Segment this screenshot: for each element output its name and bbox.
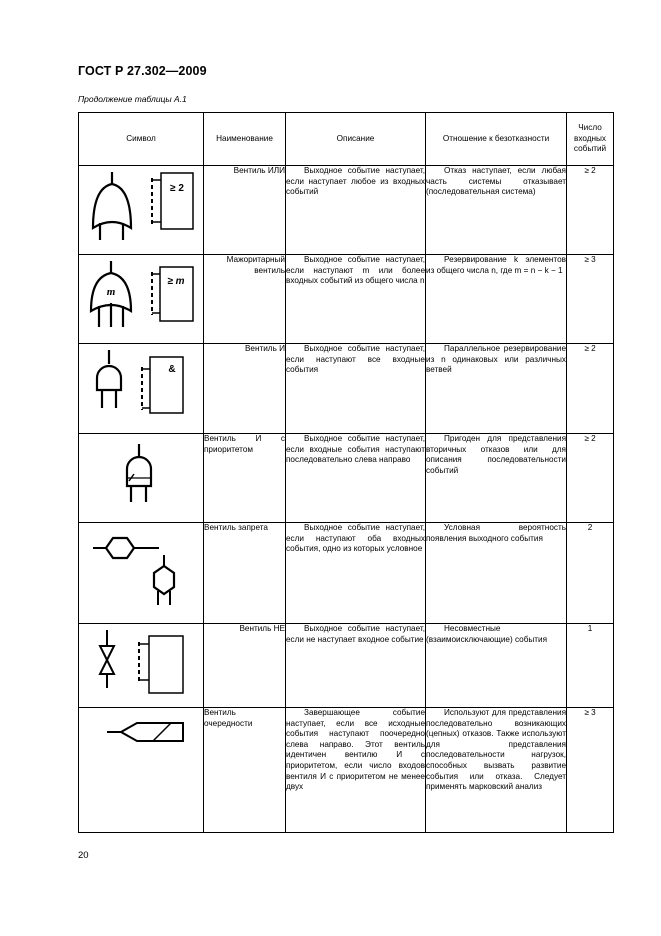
gate-name: Вентиль И bbox=[204, 344, 286, 434]
sequential-gate-icon bbox=[79, 708, 204, 832]
document-title: ГОСТ Р 27.302—2009 bbox=[78, 64, 207, 78]
gate-description: Выходное событие наступает, если входные события наступают последовательно слева направо bbox=[286, 434, 426, 523]
or-gate-icon bbox=[79, 166, 204, 254]
symbol-cell bbox=[79, 523, 204, 624]
priority-and-gate-icon bbox=[79, 434, 204, 522]
column-header-symbol: Символ bbox=[79, 113, 204, 166]
table-row bbox=[79, 255, 614, 344]
table-header-row bbox=[79, 113, 614, 166]
gate-description: Выходное событие наступает, если наступает любое из входных событий bbox=[286, 166, 426, 255]
gate-name: Вентиль запрета bbox=[204, 523, 286, 624]
column-header-inputs: Число входных событий bbox=[567, 113, 614, 166]
symbol-cell bbox=[79, 166, 204, 255]
gate-description: Выходное событие наступает, если наступают m или более входных событий из общего числа n bbox=[286, 255, 426, 344]
gate-inputs: ≥ 2 bbox=[567, 434, 614, 523]
gate-inputs: ≥ 2 bbox=[567, 166, 614, 255]
gate-name: Мажоритарный вентиль bbox=[204, 255, 286, 344]
gate-inputs: ≥ 3 bbox=[567, 255, 614, 344]
inhibit-gate-icon bbox=[79, 523, 204, 623]
gate-reliability: Параллельное резервирование из n одинаковых или различных ветвей bbox=[426, 344, 567, 434]
gate-name: Вентиль ИЛИ bbox=[204, 166, 286, 255]
table-row bbox=[79, 166, 614, 255]
gate-inputs: 2 bbox=[567, 523, 614, 624]
gate-name: Вентиль НЕ bbox=[204, 624, 286, 708]
gate-reliability: Используют для представления последовательно возникающих (цепных) отказов. Также используют для представления последовательности нагрузок, способных вызвать развитие события или отказа. Следует применять марковский анализ bbox=[426, 708, 567, 833]
column-header-description: Описание bbox=[286, 113, 426, 166]
gate-reliability: Несовместные (взаимоисключающие) события bbox=[426, 624, 567, 708]
page-number: 20 bbox=[78, 850, 89, 861]
table-row bbox=[79, 434, 614, 523]
gate-name: Вентиль И с приоритетом bbox=[204, 434, 286, 523]
table-caption: Продолжение таблицы А.1 bbox=[78, 94, 187, 104]
gates-table bbox=[78, 112, 614, 833]
gate-inputs: ≥ 3 bbox=[567, 708, 614, 833]
and-gate-label: & bbox=[168, 364, 176, 375]
gate-description: Завершающее событие наступает, если все исходные события наступают поочередно слева направо. Этот вентиль идентичен вентилю И с приоритетом, если число входов вентиля И с приоритетом не менее двух bbox=[286, 708, 426, 833]
not-gate-icon bbox=[79, 624, 204, 707]
symbol-cell bbox=[79, 708, 204, 833]
table-row bbox=[79, 523, 614, 624]
column-header-name: Наименование bbox=[204, 113, 286, 166]
or-gate-label: ≥ 2 bbox=[170, 183, 184, 194]
table-row bbox=[79, 344, 614, 434]
symbol-cell bbox=[79, 434, 204, 523]
gate-inputs: ≥ 2 bbox=[567, 344, 614, 434]
majority-gate-inner: m bbox=[106, 286, 116, 298]
symbol-cell bbox=[79, 255, 204, 344]
gate-description: Выходное событие наступает, если наступают все входные события bbox=[286, 344, 426, 434]
gate-reliability: Пригоден для представления вторичных отказов или для описания последовательности событий bbox=[426, 434, 567, 523]
gate-name: Вентиль очередности bbox=[204, 708, 286, 833]
gate-description: Выходное событие наступает, если не наступает входное событие bbox=[286, 624, 426, 708]
gate-inputs: 1 bbox=[567, 624, 614, 708]
gate-reliability: Резервирование k элементов из общего числа n, где m = n − k − 1 bbox=[426, 255, 567, 344]
majority-gate-icon bbox=[79, 255, 204, 343]
symbol-cell bbox=[79, 344, 204, 434]
gate-reliability: Отказ наступает, если любая часть системы отказывает (последовательная система) bbox=[426, 166, 567, 255]
majority-gate-label: ≥ m bbox=[167, 276, 185, 287]
and-gate-icon bbox=[79, 344, 204, 433]
gate-description: Выходное событие наступает, если наступают оба входных события, одно из которых условное bbox=[286, 523, 426, 624]
table-row bbox=[79, 708, 614, 833]
gate-reliability: Условная вероятность появления выходного события bbox=[426, 523, 567, 624]
column-header-reliability: Отношение к безотказности bbox=[426, 113, 567, 166]
table-row bbox=[79, 624, 614, 708]
symbol-cell bbox=[79, 624, 204, 708]
